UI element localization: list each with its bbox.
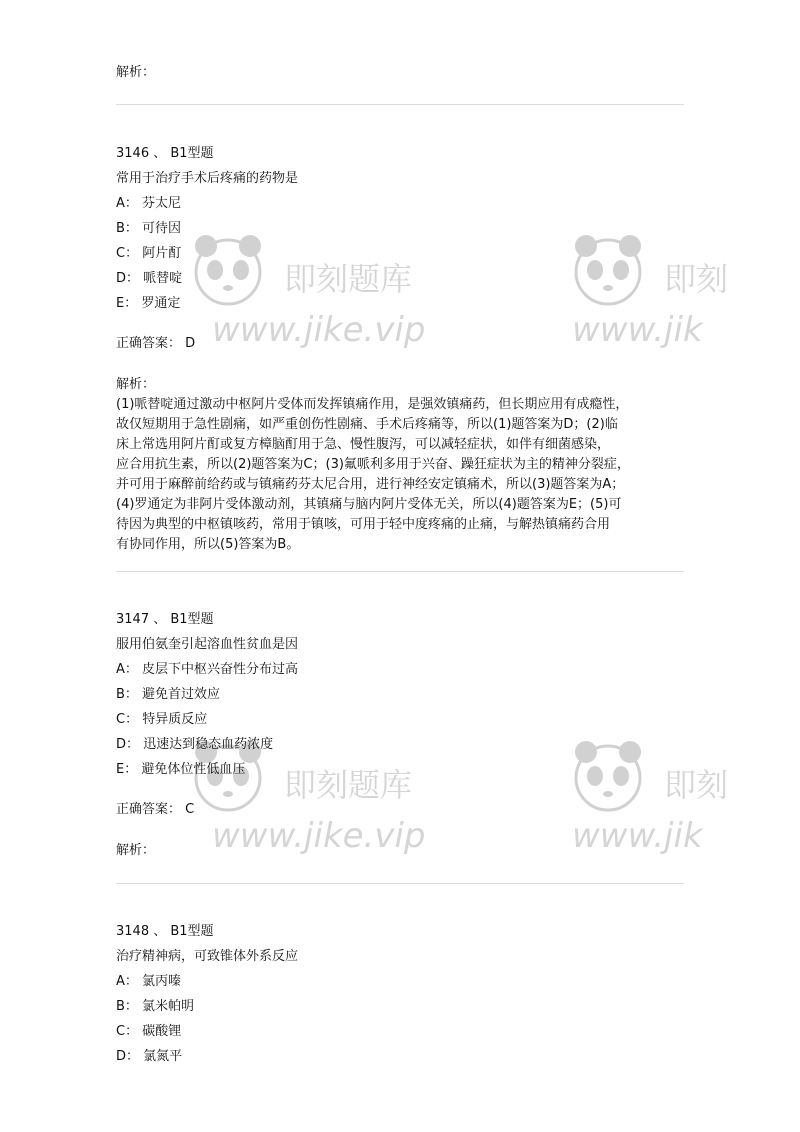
analysis-line: 待因为典型的中枢镇咳药，常用于镇咳，可用于轻中度疼痛的止痛，与解热镇痛药合用 xyxy=(116,517,611,532)
option-d: D： 氯氮平 xyxy=(116,1049,183,1064)
watermark-brand: 即刻题库 xyxy=(284,260,413,298)
analysis-line: 故仅短期用于急性剧痛，如严重创伤性剧痛、手术后疼痛等，所以(1)题答案为D；(2)临 xyxy=(116,417,618,432)
panda-icon xyxy=(568,232,658,312)
option-b: B： 避免首过效应 xyxy=(116,687,221,702)
watermark-url: www.jik xyxy=(572,816,703,856)
question-stem: 治疗精神病，可致锥体外系反应 xyxy=(116,949,299,964)
divider xyxy=(116,104,684,105)
panda-icon xyxy=(188,232,278,312)
watermark-url: www.jike.vip xyxy=(212,816,426,856)
question-stem: 服用伯氨奎引起溶血性贫血是因 xyxy=(116,637,299,652)
analysis-line: 床上常选用阿片酊或复方樟脑酊用于急、慢性腹泻，可以减轻症状，如伴有细菌感染， xyxy=(116,437,611,452)
question-header: 3146 、 B1型题 xyxy=(116,146,214,161)
analysis-text xyxy=(116,395,684,555)
option-a: A： 氯丙嗪 xyxy=(116,974,182,989)
option-b: B： 可待因 xyxy=(116,221,182,236)
question-stem: 常用于治疗手术后疼痛的药物是 xyxy=(116,171,299,186)
analysis-line: 并可用于麻醉前给药或与镇痛药芬太尼合用，进行神经安定镇痛术，所以(3)题答案为A； xyxy=(116,477,625,492)
divider xyxy=(116,571,684,572)
analysis-line: 有协同作用，所以(5)答案为B。 xyxy=(116,537,300,552)
watermark-brand: 即刻 xyxy=(664,766,729,804)
analysis-line: 应合用抗生素，所以(2)题答案为C；(3)氟哌利多用于兴奋、躁狂症状为主的精神分裂症， xyxy=(116,457,630,472)
top-analysis-label: 解析： xyxy=(116,65,156,80)
watermark-url: www.jike.vip xyxy=(212,310,426,350)
option-a: A： 芬太尼 xyxy=(116,196,182,211)
option-c: C： 阿片酊 xyxy=(116,246,182,261)
question-header: 3148 、 B1型题 xyxy=(116,924,214,939)
option-b: B： 氯米帕明 xyxy=(116,999,195,1014)
option-c: C： 碳酸锂 xyxy=(116,1024,182,1039)
watermark xyxy=(568,232,800,362)
option-a: A： 皮层下中枢兴奋性分布过高 xyxy=(116,662,299,677)
analysis-label: 解析： xyxy=(116,377,156,392)
option-e: E： 避免体位性低血压 xyxy=(116,762,246,777)
correct-answer: 正确答案： C xyxy=(116,802,195,817)
watermark-brand: 即刻 xyxy=(664,260,729,298)
option-d: D： 迅速达到稳态血药浓度 xyxy=(116,737,274,752)
divider xyxy=(116,883,684,884)
option-e: E： 罗通定 xyxy=(116,296,181,311)
option-d: D： 哌替啶 xyxy=(116,271,183,286)
analysis-line: (1)哌替啶通过激动中枢阿片受体而发挥镇痛作用，是强效镇痛药，但长期应用有成瘾性， xyxy=(116,397,629,412)
watermark-url: www.jik xyxy=(572,310,703,350)
analysis-label: 解析： xyxy=(116,843,156,858)
watermark-brand: 即刻题库 xyxy=(284,766,413,804)
analysis-line: (4)罗通定为非阿片受体激动剂，其镇痛与脑内阿片受体无关，所以(4)题答案为E；(5)可 xyxy=(116,497,622,512)
panda-icon xyxy=(568,738,658,818)
watermark xyxy=(188,232,426,350)
correct-answer: 正确答案： D xyxy=(116,336,196,351)
question-header: 3147 、 B1型题 xyxy=(116,612,214,627)
watermark xyxy=(568,738,800,868)
option-c: C： 特异质反应 xyxy=(116,712,208,727)
